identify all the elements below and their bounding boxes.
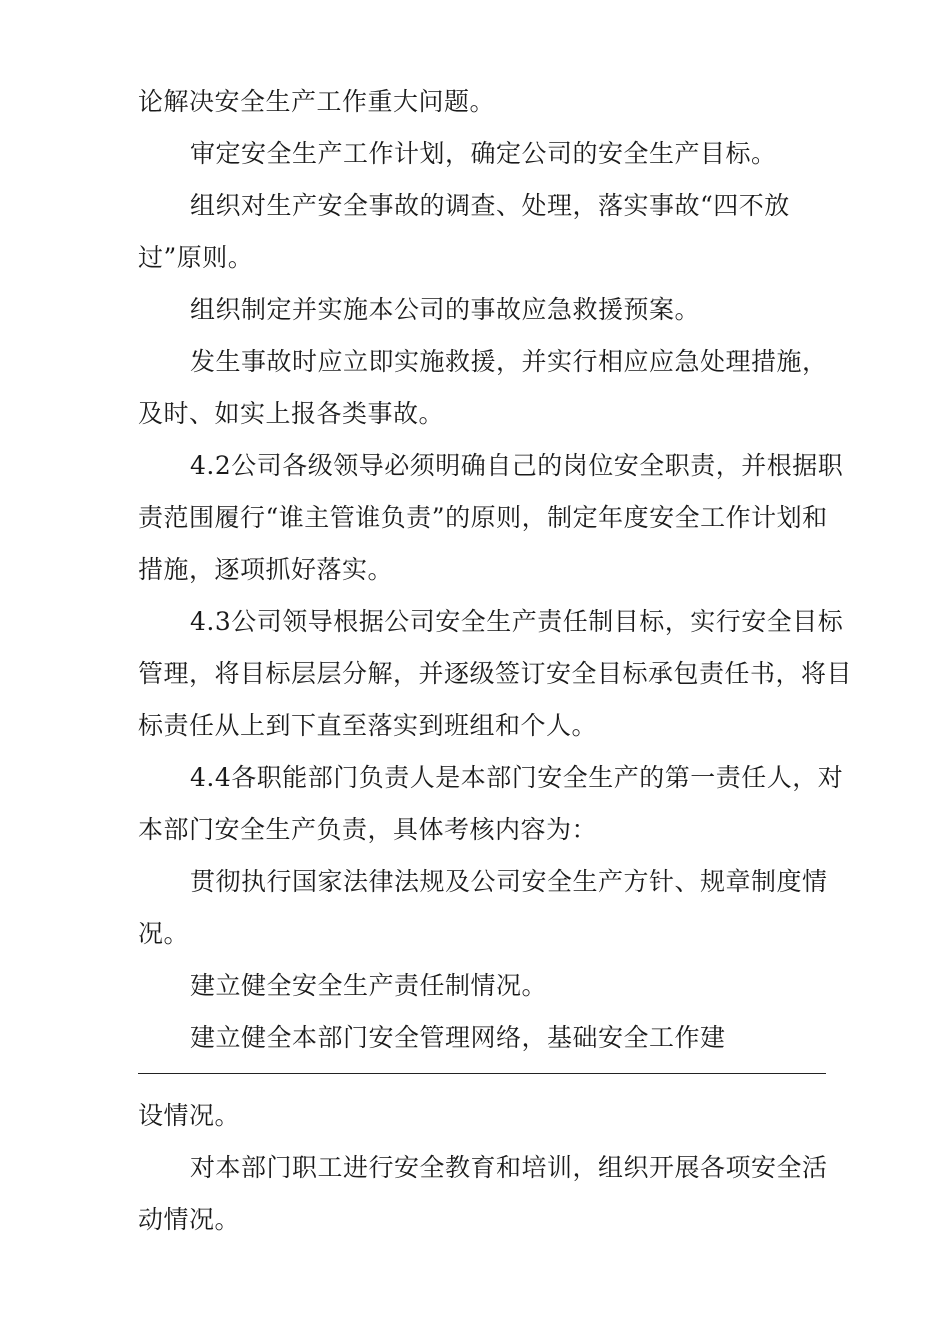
text-line: 标责任从上到下直至落实到班组和个人。 — [138, 711, 598, 740]
text-line: 管理，将目标层层分解，并逐级签订安全目标承包责任书，将目 — [138, 659, 853, 688]
text-line: 措施，逐项抓好落实。 — [138, 555, 394, 584]
text-line: 本部门安全生产负责，具体考核内容为： — [138, 815, 598, 844]
text-line: 组织制定并实施本公司的事故应急救援预案。 — [190, 295, 701, 324]
text-line: 审定安全生产工作计划，确定公司的安全生产目标。 — [190, 139, 777, 168]
text-line: 贯彻执行国家法律法规及公司安全生产方针、规章制度情 — [190, 867, 828, 896]
text-line: 组织对生产安全事故的调查、处理，落实事故“四不放 — [190, 191, 790, 220]
text-line: 4.4各职能部门负责人是本部门安全生产的第一责任人，对 — [190, 763, 844, 792]
text-line: 4.3公司领导根据公司安全生产责任制目标，实行安全目标 — [190, 607, 844, 636]
text-line: 论解决安全生产工作重大问题。 — [138, 87, 496, 116]
text-line: 发生事故时应立即实施救援，并实行相应应急处理措施， — [190, 347, 828, 376]
lower-text-block — [138, 1090, 828, 1246]
text-line: 对本部门职工进行安全教育和培训，组织开展各项安全活 — [190, 1153, 828, 1182]
text-line: 建立健全本部门安全管理网络，基础安全工作建 — [190, 1023, 726, 1052]
text-line: 设情况。 — [138, 1101, 241, 1130]
text-line: 建立健全安全生产责任制情况。 — [190, 971, 548, 1000]
page-divider — [138, 1073, 826, 1074]
text-line: 4.2公司各级领导必须明确自己的岗位安全职责，并根据职 — [190, 451, 844, 480]
upper-text-block — [138, 76, 853, 1064]
text-line: 及时、如实上报各类事故。 — [138, 399, 445, 428]
text-line: 过”原则。 — [138, 243, 254, 272]
text-line: 况。 — [138, 919, 190, 948]
text-line: 责范围履行“谁主管谁负责”的原则，制定年度安全工作计划和 — [138, 503, 828, 532]
text-line: 动情况。 — [138, 1205, 241, 1234]
